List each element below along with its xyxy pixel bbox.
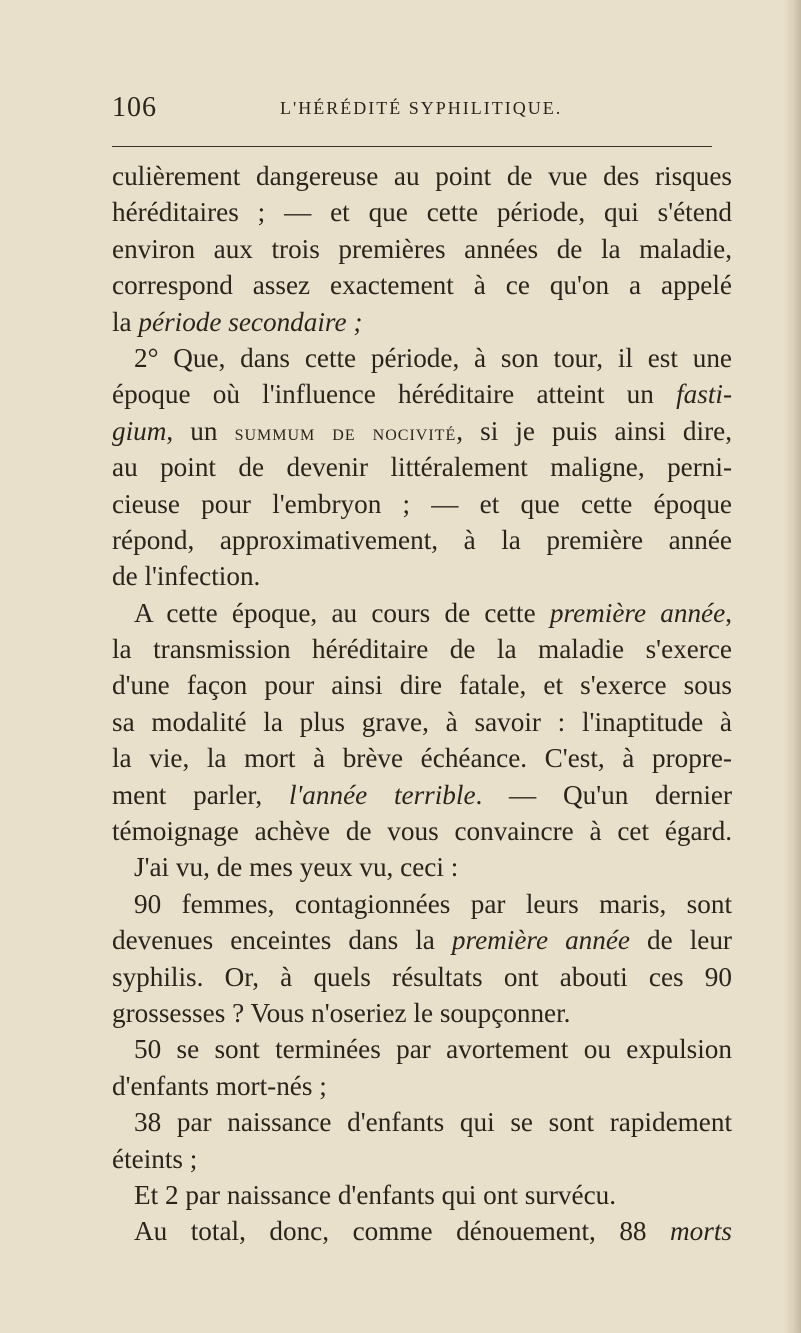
- text-line: 38 par naissance d'enfants qui se sont rapidement: [134, 1107, 732, 1138]
- header-rule: [112, 146, 712, 147]
- text-line: J'ai vu, de mes yeux vu, ceci :: [134, 852, 459, 883]
- text-line: témoignage achève de vous convaincre à cet égard.: [112, 816, 732, 847]
- text-line: de l'infection.: [112, 561, 261, 592]
- text-line: devenues enceintes dans la première année de leur: [112, 925, 732, 956]
- text-line: répond, approximativement, à la première année: [112, 524, 732, 555]
- text-line: correspond assez exactement à ce qu'on a appelé: [112, 270, 732, 301]
- text-line: gium, un summum de nocivité, si je puis ainsi dire,: [112, 415, 732, 446]
- page-header: [112, 92, 712, 128]
- italic-phrase: première année: [549, 597, 726, 628]
- text-line: d'une façon pour ainsi dire fatale, et s'exerce sous: [112, 670, 732, 701]
- text-line: A cette époque, au cours de cette première année,: [134, 597, 732, 628]
- italic-phrase: première année: [451, 925, 630, 956]
- text-line: d'enfants mort-nés ;: [112, 1070, 327, 1101]
- italic-phrase: période secondaire ;: [138, 306, 363, 337]
- running-title: L'HÉRÉDITÉ SYPHILITIQUE.: [280, 98, 563, 118]
- text-line: au point de devenir littéralement maligne, perni-: [112, 452, 732, 483]
- page-number: 106: [112, 92, 157, 123]
- text-line: Au total, donc, comme dénouement, 88 morts: [134, 1216, 732, 1247]
- text-line: héréditaires ; — et que cette période, qui s'étend: [112, 197, 732, 228]
- text-line: éteints ;: [112, 1143, 198, 1174]
- text-line: ment parler, l'année terrible. — Qu'un dernier: [112, 779, 732, 810]
- italic-phrase: fasti-: [676, 379, 732, 410]
- text-line: 50 se sont terminées par avortement ou expulsion: [134, 1034, 732, 1065]
- small-caps-phrase: summum de nocivité: [234, 419, 457, 445]
- text-line: syphilis. Or, à quels résultats ont abouti ces 90: [112, 961, 732, 992]
- italic-phrase: morts: [670, 1216, 732, 1247]
- text-line: la transmission héréditaire de la maladie s'exerce: [112, 634, 732, 665]
- text-line: environ aux trois premières années de la maladie,: [112, 233, 732, 264]
- text-line: époque où l'influence héréditaire atteint un fasti-: [112, 379, 732, 410]
- text-line: grossesses ? Vous n'oseriez le soupçonner.: [112, 997, 571, 1028]
- text-line: la période secondaire ;: [112, 306, 363, 337]
- text-line: 2° Que, dans cette période, à son tour, il est une: [134, 342, 732, 373]
- text-line: sa modalité la plus grave, à savoir : l'inaptitude à: [112, 706, 732, 737]
- text-line: culièrement dangereuse au point de vue des risques: [112, 161, 732, 191]
- italic-phrase: gium: [112, 415, 167, 446]
- text-line: 90 femmes, contagionnées par leurs maris, sont: [134, 888, 732, 919]
- text-line: la vie, la mort à brève échéance. C'est, à propre-: [112, 743, 732, 774]
- text-line: cieuse pour l'embryon ; — et que cette époque: [112, 488, 732, 519]
- text-line: Et 2 par naissance d'enfants qui ont survécu.: [134, 1179, 617, 1210]
- body-text: [112, 158, 732, 1250]
- italic-phrase: l'année terrible: [288, 779, 476, 810]
- page-edge-shadow: [783, 0, 801, 1333]
